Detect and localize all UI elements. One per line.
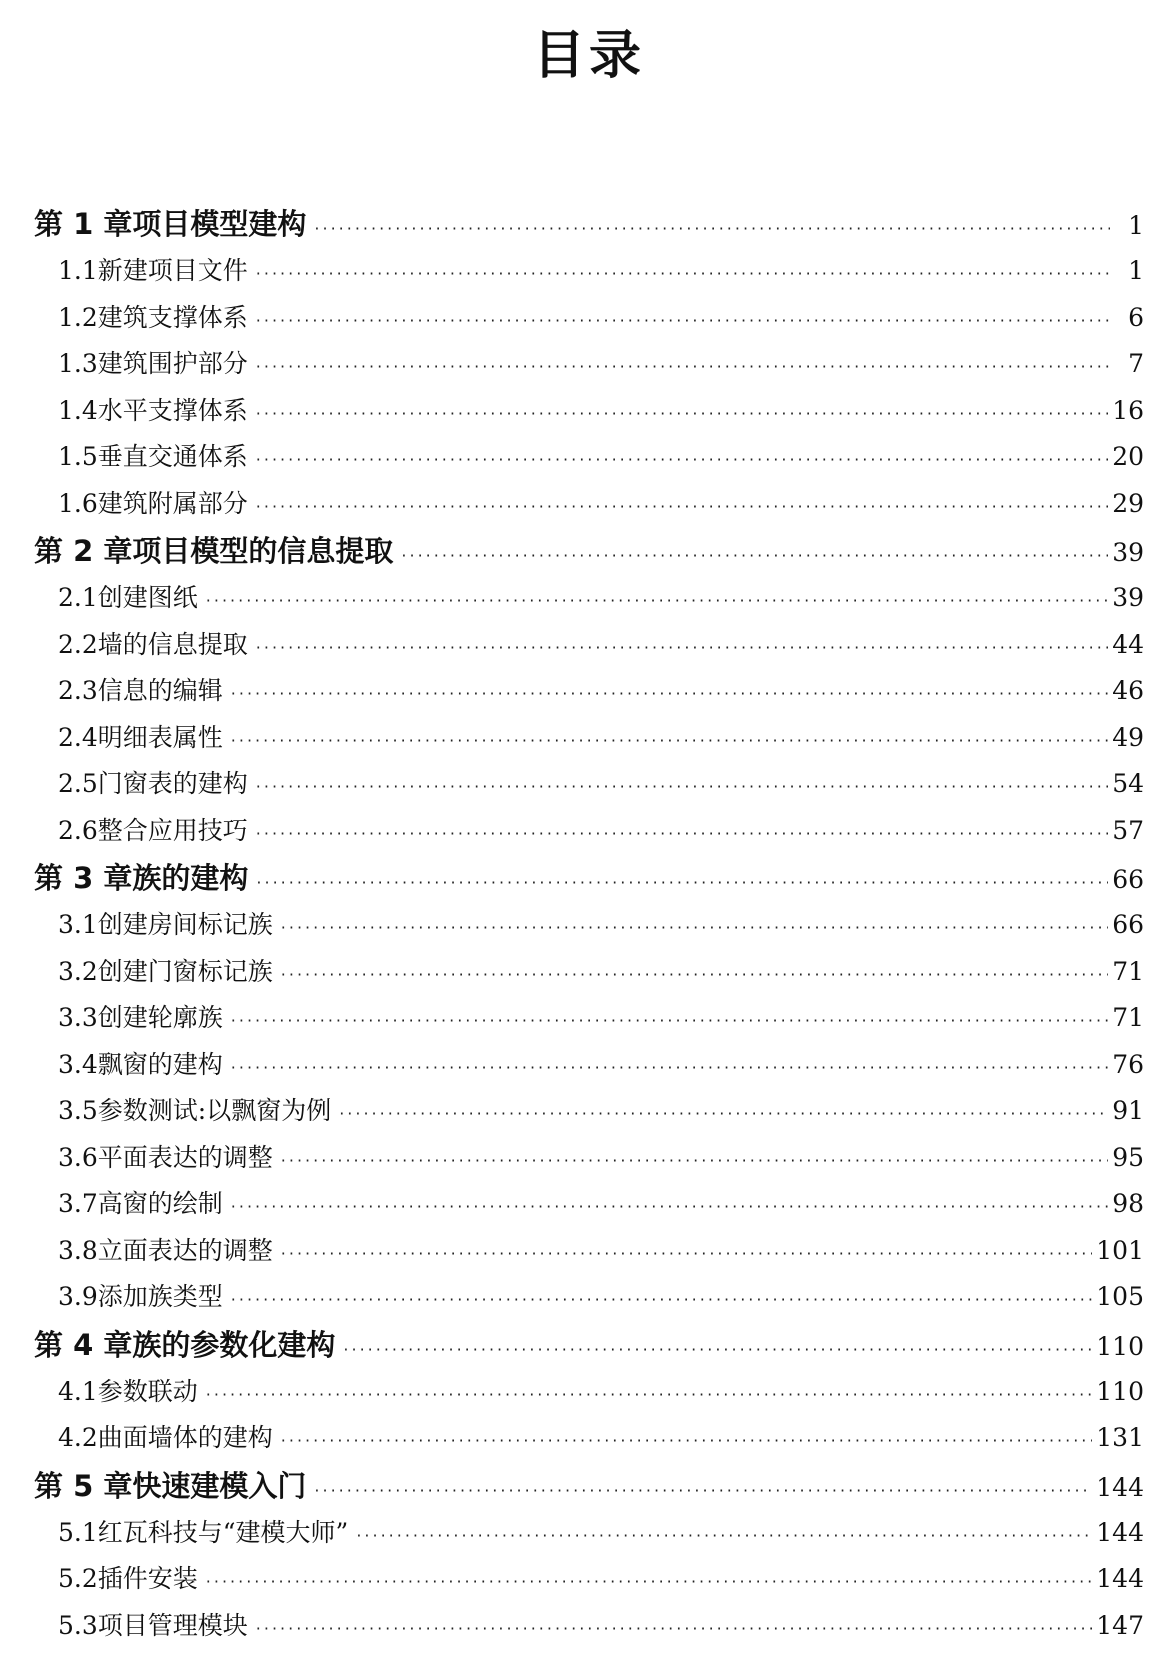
- entry-page-number: 6: [1128, 302, 1144, 332]
- dot-leader: [256, 251, 1110, 298]
- entry-title: 创建门窗标记族: [97, 956, 273, 986]
- toc-section-entry[interactable]: [34, 1228, 1144, 1275]
- entry-number: 1.1: [58, 256, 98, 285]
- entry-page-number: 29: [1112, 488, 1144, 518]
- dot-leader: [401, 532, 1108, 580]
- entry-number: 3.6: [58, 1142, 98, 1172]
- dot-leader: [281, 952, 1108, 999]
- entry-title: 立面表达的调整: [97, 1235, 273, 1265]
- entry-page-number: 105: [1096, 1282, 1144, 1311]
- entry-title: 曲面墙体的建构: [97, 1423, 273, 1452]
- toc-section-entry[interactable]: [34, 902, 1144, 949]
- entry-number: 2.3: [58, 676, 98, 705]
- entry-number: 2.2: [58, 629, 98, 659]
- toc-section-entry[interactable]: [34, 1603, 1144, 1650]
- entry-title: 创建图纸: [97, 583, 198, 612]
- entry-page-number: 49: [1112, 722, 1144, 752]
- entry-title: 创建房间标记族: [97, 910, 273, 939]
- entry-page-number: 144: [1096, 1517, 1144, 1547]
- entry-page-number: 39: [1112, 583, 1144, 612]
- toc-section-entry[interactable]: [34, 575, 1144, 622]
- entry-page-number: 16: [1112, 395, 1144, 425]
- entry-number: 3.7: [58, 1189, 98, 1218]
- dot-leader: [256, 1606, 1093, 1653]
- toc-section-entry[interactable]: [34, 668, 1144, 715]
- entry-number: 3.9: [58, 1282, 98, 1311]
- entry-page-number: 144: [1096, 1564, 1144, 1593]
- entry-title: 建筑支撑体系: [97, 302, 248, 332]
- toc-section-entry[interactable]: [34, 1369, 1144, 1416]
- entry-number: 3.3: [58, 1003, 98, 1032]
- dot-leader: [231, 998, 1108, 1045]
- toc-section-entry[interactable]: [34, 1042, 1144, 1089]
- entry-title: 族的建构: [132, 861, 249, 895]
- dot-leader: [281, 1138, 1108, 1185]
- dot-leader: [256, 625, 1108, 672]
- entry-title: 新建项目文件: [97, 256, 248, 285]
- entry-number: 5.1: [58, 1517, 98, 1547]
- dot-leader: [256, 391, 1108, 438]
- entry-page-number: 101: [1096, 1235, 1144, 1265]
- entry-number: 5.3: [58, 1610, 98, 1640]
- toc-section-entry[interactable]: [34, 1135, 1144, 1182]
- entry-page-number: 66: [1112, 865, 1144, 894]
- toc-section-entry[interactable]: [34, 481, 1144, 528]
- entry-title: 飘窗的建构: [97, 1049, 223, 1079]
- dot-leader: [231, 718, 1108, 765]
- entry-title: 红瓦科技与“建模大师”: [97, 1517, 349, 1547]
- dot-leader: [206, 1559, 1093, 1606]
- entry-number: 第 2 章: [34, 534, 133, 568]
- entry-number: 2.6: [58, 815, 98, 845]
- dot-leader: [256, 811, 1108, 858]
- entry-number: 1.5: [58, 442, 98, 471]
- entry-page-number: 144: [1096, 1472, 1144, 1502]
- entry-number: 1.3: [58, 349, 98, 378]
- entry-title: 平面表达的调整: [97, 1142, 273, 1172]
- toc-chapter-entry[interactable]: [34, 1462, 1144, 1510]
- toc-section-entry[interactable]: [34, 1510, 1144, 1557]
- entry-title: 快速建模入门: [132, 1468, 307, 1503]
- entry-number: 第 5 章: [34, 1468, 133, 1503]
- entry-page-number: 147: [1096, 1610, 1144, 1640]
- toc-chapter-entry[interactable]: [34, 854, 1144, 902]
- entry-title: 族的参数化建构: [132, 1327, 336, 1362]
- entry-title: 水平支撑体系: [97, 395, 248, 425]
- entry-title: 建筑附属部分: [97, 488, 248, 518]
- entry-page-number: 95: [1112, 1142, 1144, 1172]
- entry-title: 参数联动: [97, 1376, 198, 1406]
- dot-leader: [314, 1467, 1092, 1515]
- entry-page-number: 91: [1112, 1096, 1144, 1125]
- toc-section-entry[interactable]: [34, 995, 1144, 1042]
- entry-page-number: 54: [1112, 769, 1144, 798]
- entry-title: 创建轮廓族: [97, 1003, 223, 1032]
- toc-section-entry[interactable]: [34, 949, 1144, 996]
- table-of-contents: [34, 200, 1144, 1649]
- dot-leader: [281, 1231, 1093, 1278]
- entry-page-number: 1: [1128, 256, 1144, 285]
- entry-number: 1.4: [58, 395, 98, 425]
- entry-title: 高窗的绘制: [97, 1189, 223, 1218]
- toc-section-entry[interactable]: [34, 388, 1144, 435]
- entry-number: 第 3 章: [34, 861, 133, 895]
- entry-page-number: 1: [1128, 211, 1144, 240]
- entry-number: 4.2: [58, 1423, 98, 1452]
- entry-title: 整合应用技巧: [97, 815, 248, 845]
- dot-leader: [256, 298, 1110, 345]
- entry-page-number: 71: [1112, 1003, 1144, 1032]
- dot-leader: [339, 1091, 1108, 1138]
- entry-page-number: 131: [1096, 1423, 1144, 1452]
- entry-title: 门窗表的建构: [97, 769, 248, 798]
- entry-page-number: 39: [1112, 538, 1144, 567]
- entry-page-number: 20: [1112, 442, 1144, 471]
- toc-chapter-entry[interactable]: [34, 1321, 1144, 1369]
- dot-leader: [206, 578, 1108, 625]
- dot-leader: [314, 205, 1110, 253]
- dot-leader: [281, 905, 1108, 952]
- entry-title: 插件安装: [97, 1564, 198, 1593]
- entry-number: 3.1: [58, 910, 98, 939]
- entry-title: 建筑围护部分: [97, 349, 248, 378]
- toc-section-entry[interactable]: [34, 341, 1144, 388]
- toc-chapter-entry[interactable]: [34, 527, 1144, 575]
- toc-section-entry[interactable]: [34, 622, 1144, 669]
- entry-page-number: 66: [1112, 910, 1144, 939]
- toc-section-entry[interactable]: [34, 1556, 1144, 1603]
- entry-number: 3.4: [58, 1049, 98, 1079]
- entry-number: 第 1 章: [34, 207, 133, 241]
- toc-section-entry[interactable]: [34, 1415, 1144, 1462]
- dot-leader: [231, 1045, 1108, 1092]
- entry-number: 2.5: [58, 769, 98, 798]
- entry-title: 信息的编辑: [97, 676, 223, 705]
- entry-number: 4.1: [58, 1376, 98, 1406]
- entry-number: 3.2: [58, 956, 98, 986]
- toc-section-entry[interactable]: [34, 434, 1144, 481]
- entry-title: 垂直交通体系: [97, 442, 248, 471]
- toc-section-entry[interactable]: [34, 295, 1144, 342]
- entry-number: 1.2: [58, 302, 98, 332]
- dot-leader: [206, 1372, 1093, 1419]
- entry-page-number: 57: [1112, 815, 1144, 845]
- entry-page-number: 110: [1096, 1331, 1144, 1361]
- entry-number: 2.4: [58, 722, 98, 752]
- dot-leader: [343, 1326, 1092, 1374]
- toc-section-entry[interactable]: [34, 715, 1144, 762]
- dot-leader: [256, 859, 1108, 907]
- dot-leader: [256, 437, 1108, 484]
- dot-leader: [231, 1184, 1108, 1231]
- entry-page-number: 76: [1112, 1049, 1144, 1079]
- entry-page-number: 7: [1128, 349, 1144, 378]
- toc-section-entry[interactable]: [34, 1088, 1144, 1135]
- entry-title: 项目管理模块: [97, 1610, 248, 1640]
- dot-leader: [356, 1513, 1092, 1560]
- entry-title: 项目模型的信息提取: [132, 534, 394, 568]
- toc-section-entry[interactable]: [34, 1181, 1144, 1228]
- toc-section-entry[interactable]: [34, 808, 1144, 855]
- dot-leader: [256, 764, 1108, 811]
- entry-title: 明细表属性: [97, 722, 223, 752]
- entry-page-number: 98: [1112, 1189, 1144, 1218]
- entry-title: 添加族类型: [97, 1282, 223, 1311]
- entry-title: 参数测试:以飘窗为例: [97, 1096, 332, 1125]
- entry-page-number: 110: [1096, 1376, 1144, 1406]
- dot-leader: [256, 484, 1108, 531]
- entry-page-number: 46: [1112, 676, 1144, 705]
- dot-leader: [281, 1418, 1093, 1465]
- dot-leader: [256, 344, 1110, 391]
- toc-section-entry[interactable]: [34, 248, 1144, 295]
- toc-section-entry[interactable]: [34, 1274, 1144, 1321]
- toc-chapter-entry[interactable]: [34, 200, 1144, 248]
- entry-number: 3.8: [58, 1235, 98, 1265]
- entry-page-number: 71: [1112, 956, 1144, 986]
- entry-title: 墙的信息提取: [97, 629, 248, 659]
- toc-section-entry[interactable]: [34, 761, 1144, 808]
- entry-number: 2.1: [58, 583, 98, 612]
- entry-title: 项目模型建构: [132, 207, 307, 241]
- dot-leader: [231, 671, 1108, 718]
- entry-number: 5.2: [58, 1564, 98, 1593]
- dot-leader: [231, 1277, 1093, 1324]
- entry-number: 1.6: [58, 488, 98, 518]
- entry-number: 第 4 章: [34, 1327, 133, 1362]
- entry-page-number: 44: [1112, 629, 1144, 659]
- entry-number: 3.5: [58, 1096, 98, 1125]
- page-title: 目录: [532, 26, 645, 86]
